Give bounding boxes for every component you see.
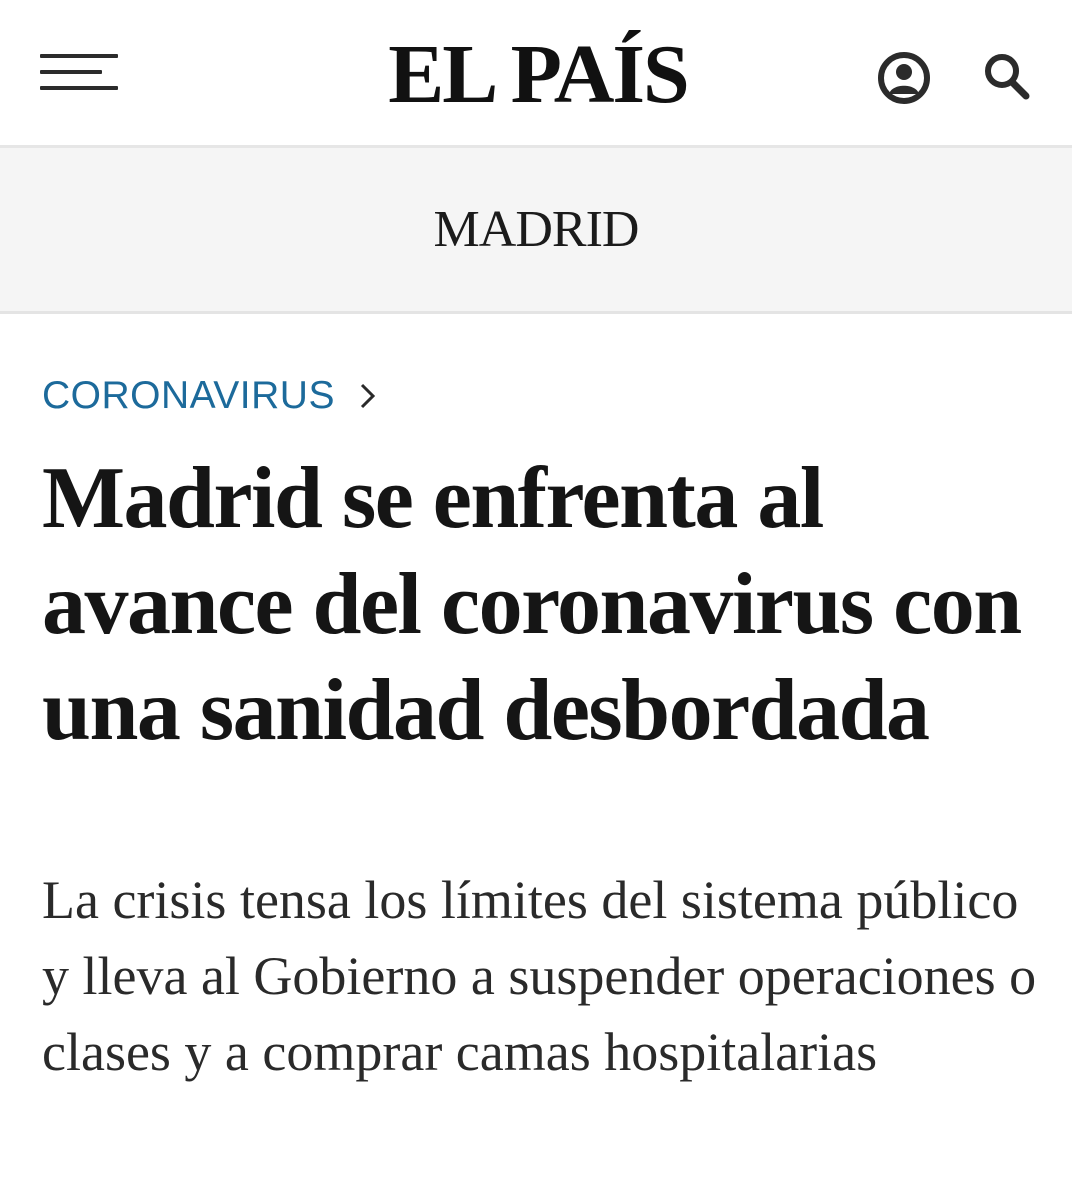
search-button[interactable] — [982, 50, 1032, 104]
kicker-label: CORONAVIRUS — [42, 374, 335, 417]
subheadline: La crisis tensa los límites del sistema público y lleva al Gobierno a suspender operaciones o clases y a comprar camas hospitalarias — [42, 870, 1037, 1082]
site-logo[interactable]: EL PAÍS — [388, 28, 688, 121]
search-icon — [982, 50, 1032, 104]
section-band — [0, 148, 1072, 314]
headline: Madrid se enfrenta al avance del coronavirus con una sanidad desbordada — [42, 450, 1021, 759]
user-account-icon — [876, 52, 932, 104]
menu-button[interactable] — [40, 54, 120, 94]
user-account-button[interactable] — [876, 52, 932, 104]
top-header — [0, 0, 1072, 148]
chevron-right-icon — [359, 382, 377, 410]
kicker-link[interactable] — [42, 370, 377, 422]
section-title[interactable]: MADRID — [433, 201, 639, 258]
